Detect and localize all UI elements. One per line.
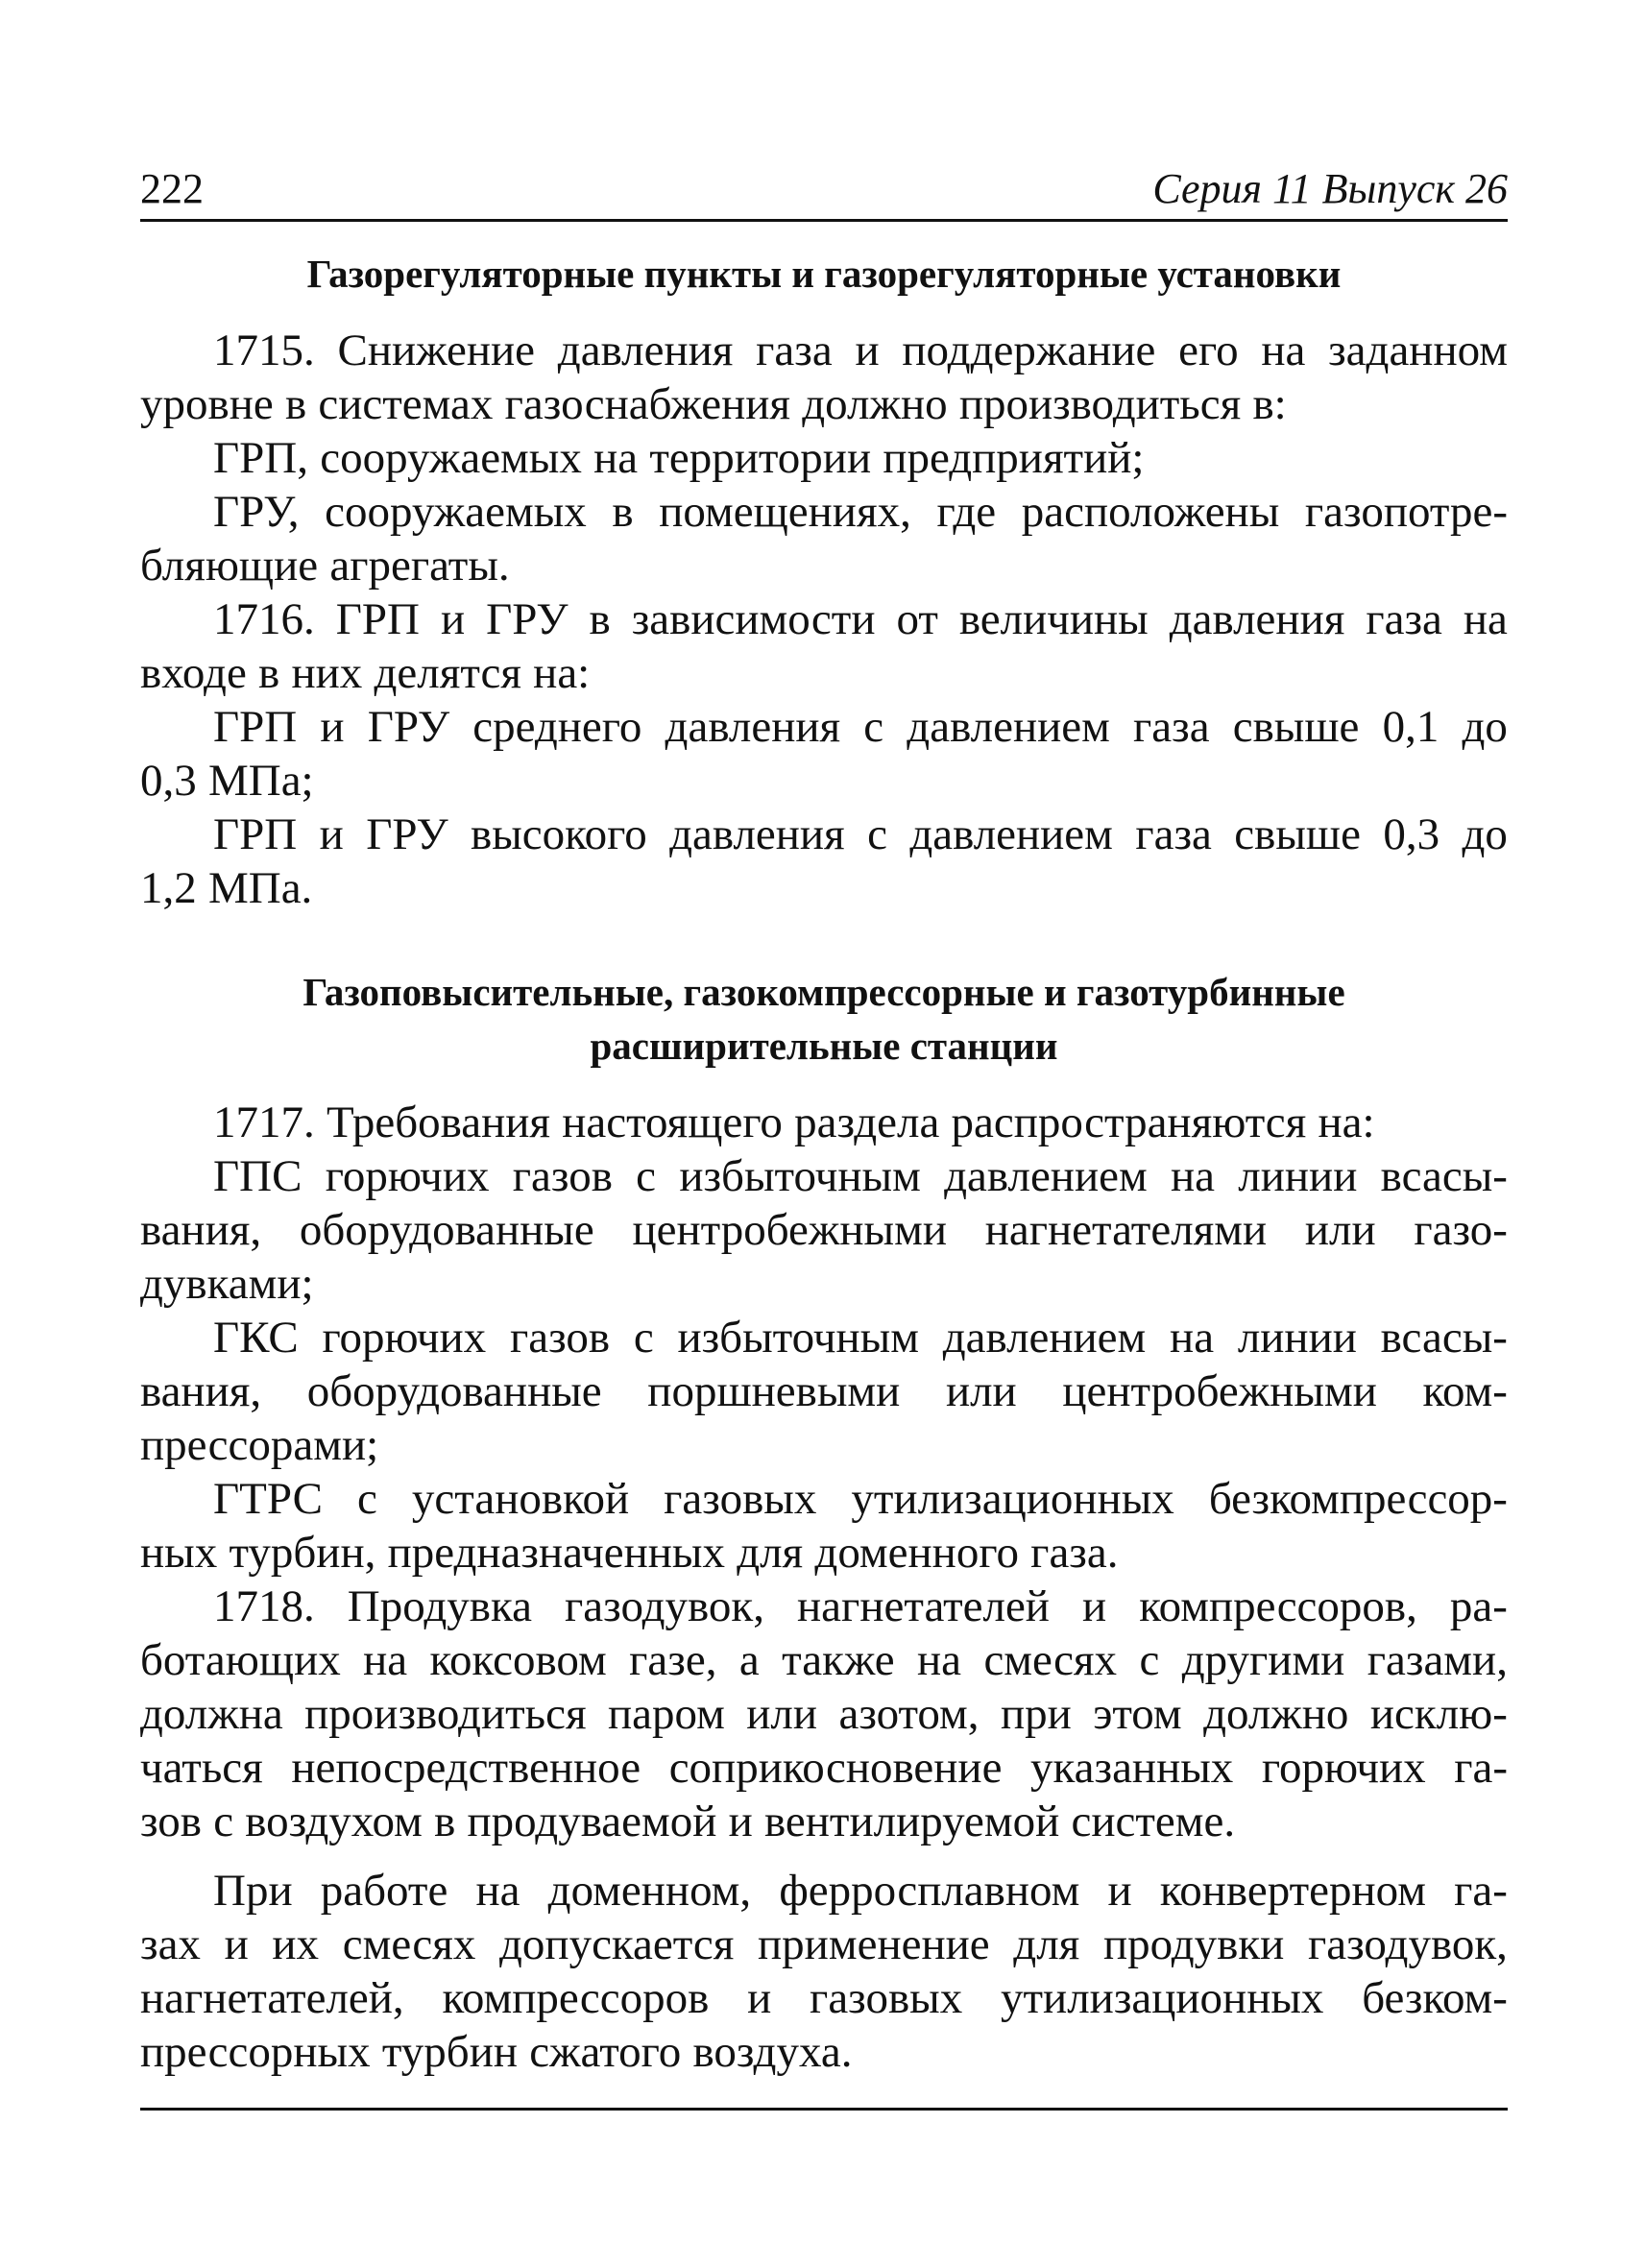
text-line: нагнетателей, компрессоров и газовых утилизационных безком- [140,1973,1508,2023]
text-line: ных турбин, предназначенных для доменного газа. [140,1528,1119,1578]
page-number: 222 [140,165,204,212]
text-line: бляющие агрегаты. [140,541,510,591]
text-line: ГРП, сооружаемых на территории предприятий; [213,433,1145,483]
section-heading-gas-boosting-stations [140,965,1508,1073]
text-line: вания, оборудованные центробежными нагнетателями или газо- [140,1205,1508,1255]
text-line: ГТРС с установкой газовых утилизационных безкомпрессор- [213,1474,1508,1524]
text-line: дувками; [140,1259,314,1309]
paragraph-gap [140,1848,1508,1864]
text-line: вания, оборудованные поршневыми или центробежными ком- [140,1366,1508,1416]
text-line: 1717. Требования настоящего раздела распространяются на: [213,1098,1375,1147]
text-line: 1715. Снижение давления газа и поддержание его на заданном [213,326,1508,375]
text-line: 1718. Продувка газодувок, нагнетателей и компрессоров, ра- [213,1581,1508,1631]
footer-rule [140,2108,1508,2111]
section-body-gas-regulating-points [140,324,1508,915]
text-line: ГРП и ГРУ высокого давления с давлением газа свыше 0,3 до [213,809,1508,859]
text-line: 1,2 МПа. [140,863,313,913]
text-line: прессорных турбин сжатого воздуха. [140,2027,853,2077]
series-label: Серия 11 Выпуск 26 [1152,165,1508,212]
heading-line: Газоповысительные, газокомпрессорные и газотурбинные [302,970,1345,1014]
section-heading-gas-regulating-points: Газорегуляторные пункты и газорегуляторные установки [306,252,1342,296]
text-line: При работе на доменном, ферросплавном и конвертерном га- [213,1866,1508,1916]
text-line: должна производиться паром или азотом, при этом должно исклю- [140,1689,1508,1739]
text-line: уровне в системах газоснабжения должно производиться в: [140,379,1287,429]
text-line: 1716. ГРП и ГРУ в зависимости от величины давления газа на [213,594,1508,644]
text-line: 0,3 МПа; [140,756,314,806]
text-line: ГРУ, сооружаемых в помещениях, где расположены газопотре- [213,487,1508,537]
text-line: чаться непосредственное соприкосновение указанных горючих га- [140,1743,1508,1793]
text-line: зах и их смесях допускается применение для продувки газодувок, [140,1919,1508,1969]
text-line: ГРП и ГРУ среднего давления с давлением газа свыше 0,1 до [213,702,1508,752]
running-header [140,165,1508,213]
book-page [140,165,1508,2111]
heading-line: расширительные станции [590,1024,1058,1068]
text-line: входе в них делятся на: [140,648,591,698]
section-body-gas-boosting-stations [140,1096,1508,2079]
text-line: ГКС горючих газов с избыточным давлением на линии всасы- [213,1313,1508,1363]
text-line: зов с воздухом в продуваемой и вентилируемой системе. [140,1797,1236,1846]
text-line: прессорами; [140,1420,379,1470]
text-line: ботающих на коксовом газе, а также на смесях с другими газами, [140,1635,1508,1685]
header-rule [140,219,1508,222]
text-line: ГПС горючих газов с избыточным давлением на линии всасы- [213,1151,1508,1201]
